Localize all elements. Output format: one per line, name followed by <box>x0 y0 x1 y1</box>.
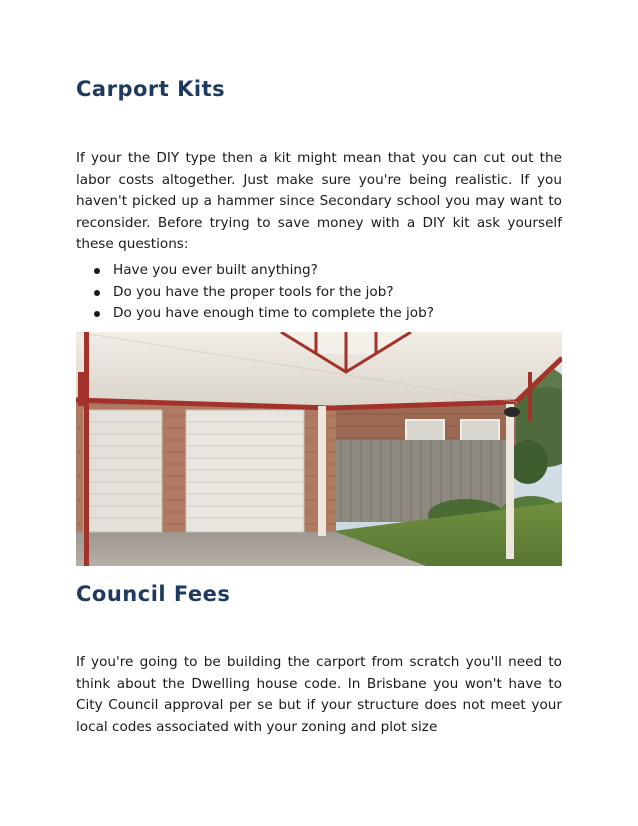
section-heading-council-fees: Council Fees <box>76 582 231 606</box>
bullet-icon <box>94 268 100 274</box>
list-item <box>76 282 434 304</box>
list-item-text: Do you have enough time to complete the job? <box>113 305 434 322</box>
list-item <box>76 303 434 325</box>
bullet-icon <box>94 311 100 317</box>
list-item-text: Have you ever built anything? <box>113 262 318 278</box>
council-fees-paragraph: If you're going to be building the carport from scratch you'll need to think about the Dwelling house code. In Brisbane you won't have to City Council approval per se but if your structure does not meet your local codes associated with your zoning and plot size <box>76 654 562 735</box>
carport-photo <box>76 332 562 566</box>
carport-kits-paragraph: If your the DIY type then a kit might mean that you can cut out the labor costs altogether. Just make sure you're being realistic. If you haven't picked up a hammer since Secondary school you may want to reconsider. Before trying to save money with a DIY kit ask yourself these questions: <box>76 150 562 253</box>
section-heading-carport-kits: Carport Kits <box>76 77 226 101</box>
list-item-text: Do you have the proper tools for the job? <box>113 283 394 300</box>
bullet-icon <box>94 290 100 296</box>
list-item <box>76 260 434 282</box>
questions-list <box>76 260 434 325</box>
